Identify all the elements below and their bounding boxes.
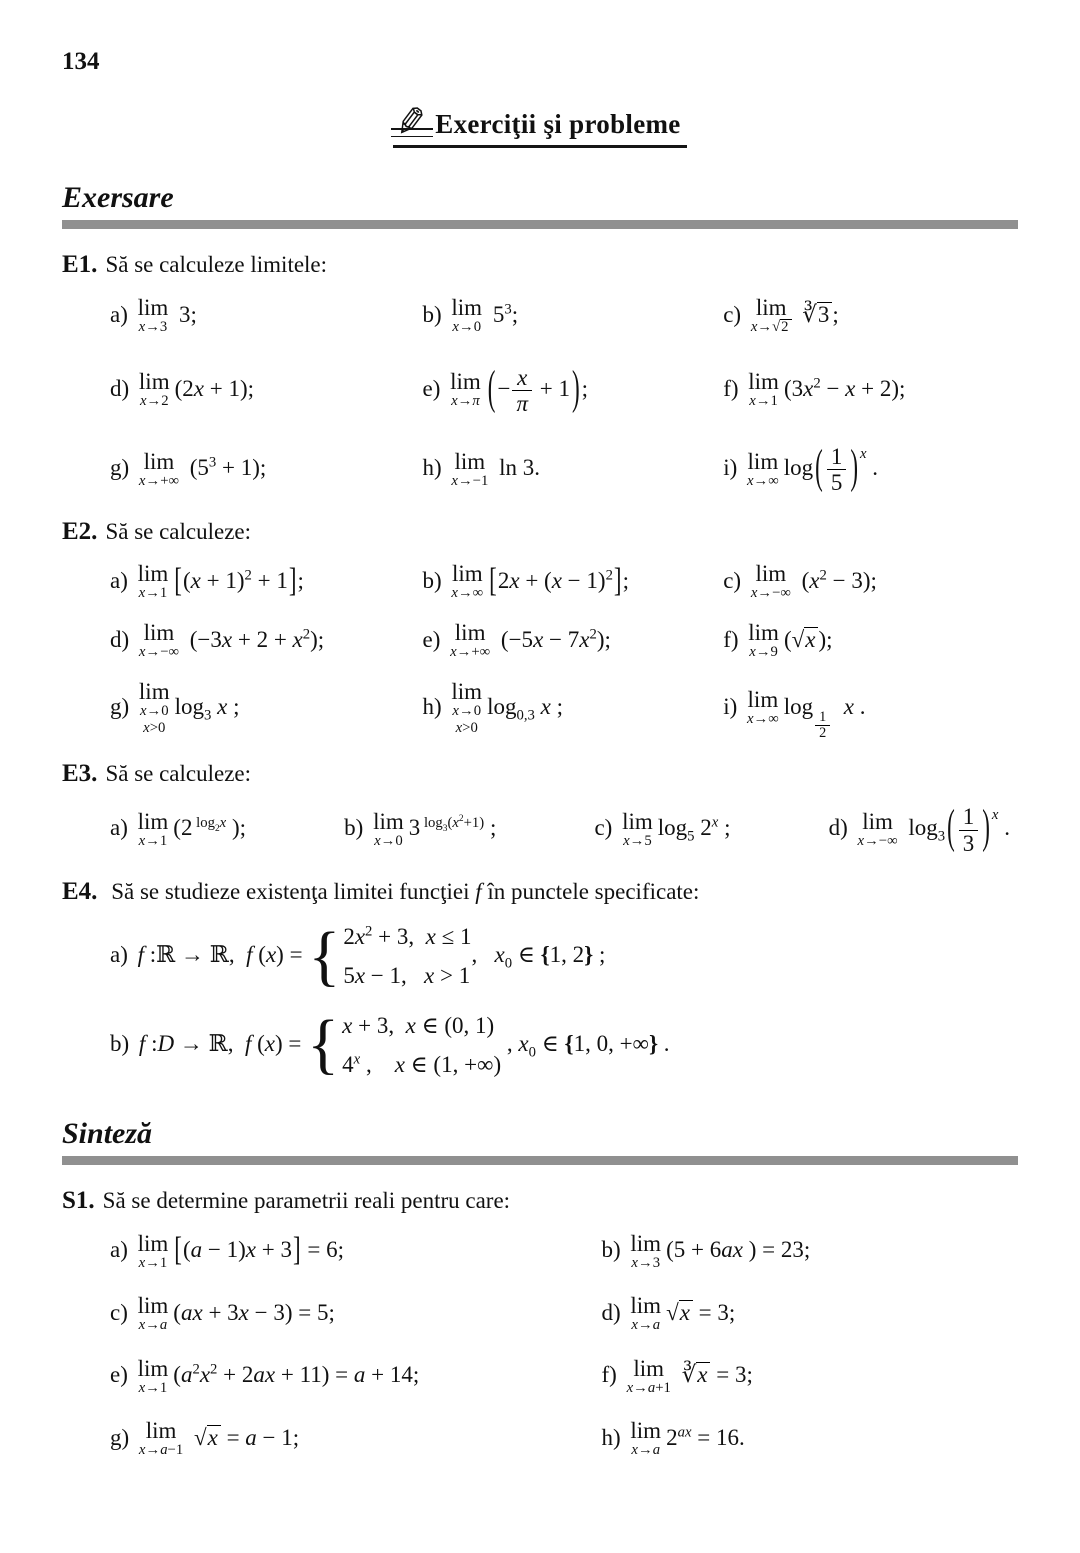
- exercise-item: [422, 450, 723, 491]
- item-label: i): [723, 455, 738, 481]
- item-math: lim x→1 $[(x + 1)^2 + 1]$;: [137, 561, 304, 602]
- item-label: b): [422, 567, 442, 593]
- item-label: f): [723, 375, 739, 401]
- exercise-head: [62, 516, 1018, 549]
- pencil-icon: [392, 97, 431, 146]
- item-math: lim x→0 x>0 $\log_3 x$ ;: [138, 678, 240, 737]
- exercise-e3: [62, 758, 1018, 856]
- exercise-item: [422, 296, 723, 337]
- exercise-item: [422, 361, 723, 417]
- item-math: lim x→−∞ $(-3x + 2 + x^2)$;: [138, 619, 325, 660]
- item-label: d): [601, 1299, 621, 1325]
- item-label: d): [110, 375, 130, 401]
- item-math: lim x→∞ $[2x + (x - 1)^2]$;: [451, 561, 629, 602]
- item-label: c): [594, 815, 613, 841]
- exercise-label: E2.: [62, 517, 98, 545]
- item-math: lim x→+∞ $(5^3 + 1)$;: [138, 448, 267, 489]
- item-math: lim x→0 x>0 $\log_{0,3} x$ ;: [451, 678, 563, 737]
- item-label: d): [828, 815, 848, 841]
- subsection-sinteza: [62, 1114, 1018, 1165]
- exercise-item: [110, 450, 422, 491]
- subsection-exersare: [62, 178, 1018, 229]
- exercise-label: S1.: [62, 1187, 95, 1215]
- exercise-item: [110, 621, 422, 662]
- chapter-header: [62, 97, 1018, 149]
- item-math: lim x→a (ax + 3x − 3) = 5;: [137, 1293, 335, 1334]
- exercise-items: [62, 561, 1018, 742]
- item-label: a): [110, 942, 128, 968]
- item-label: g): [110, 455, 130, 481]
- item-math: lim x→a $2^{ax} = 16$.: [630, 1418, 745, 1459]
- exercise-label: E1.: [62, 251, 98, 279]
- item-math: lim x→1 $(a^2x^2 + 2ax + 11) = a + 14$;: [137, 1355, 420, 1396]
- exercise-item: [110, 370, 422, 411]
- exercise-e2: [62, 516, 1018, 742]
- item-math: lim x→5 $\log_5 2^x$ ;: [622, 808, 731, 849]
- item-math: lim x→1 [(a − 1)x + 3] = 6;: [137, 1230, 345, 1271]
- item-label: b): [422, 301, 442, 327]
- exercise-item: [594, 810, 730, 851]
- item-math: lim x→−∞ $(x^2 - 3)$;: [750, 561, 877, 602]
- item-label: e): [422, 626, 441, 652]
- exercise-item: [110, 296, 422, 337]
- item-math: lim x→1 (2 $^{log_2x}$ );: [137, 808, 247, 849]
- chapter-title: Exerciţii şi probleme: [435, 109, 681, 140]
- exercise-item: [422, 680, 723, 738]
- item-math: lim x→2 (2x + 1);: [138, 369, 255, 410]
- item-label: f): [723, 626, 739, 652]
- exercise-items: [62, 1232, 1018, 1461]
- exercise-item: [344, 810, 496, 851]
- exercise-title: Să se calculeze:: [105, 518, 252, 544]
- item-math: lim x→∞ log $_{\frac{1}{2}}$ x .: [747, 687, 866, 742]
- exercise-items: [62, 801, 1018, 856]
- item-math: lim x→3 3;: [137, 294, 197, 335]
- chapter-title-wrap: [392, 97, 686, 149]
- exercise-item: [110, 1008, 1018, 1082]
- exercise-items: [62, 919, 1018, 1082]
- exercise-item: [723, 687, 1018, 742]
- item-math: lim x→0 3 $^{log_3(x^2+1)}$ ;: [373, 808, 497, 849]
- item-math: lim x→a+1 ∛x = 3;: [626, 1355, 753, 1396]
- exercise-item: [723, 621, 1018, 662]
- item-label: d): [110, 626, 130, 652]
- exercise-head: [62, 249, 1018, 282]
- exercise-item: [601, 1357, 1018, 1398]
- item-math: lim x→π (− $\frac{x}{\pi}$ + 1);: [450, 361, 589, 416]
- item-label: a): [110, 815, 128, 841]
- item-math: lim x→−1 ln 3.: [451, 448, 540, 489]
- exercise-title: Să se calculeze:: [105, 760, 252, 786]
- exercise-head: [62, 758, 1018, 791]
- item-label: a): [110, 301, 128, 327]
- item-label: f): [601, 1362, 617, 1388]
- exercise-item: [723, 296, 1018, 337]
- item-label: g): [110, 1425, 130, 1451]
- item-label: g): [110, 693, 130, 719]
- exercise-title: Să se studieze existenţa limitei funcţiei f în punctele specificate:: [111, 878, 700, 904]
- item-label: c): [110, 1299, 128, 1325]
- item-math: lim x→9 (√x );: [748, 619, 833, 660]
- exercise-head: [62, 1185, 1018, 1218]
- exercise-item: [601, 1294, 1018, 1335]
- item-math: lim x→√2 ∛3 ;: [750, 294, 839, 335]
- exercise-e4: [62, 876, 1018, 1080]
- exercise-e1: [62, 249, 1018, 495]
- exercise-item: [110, 810, 246, 851]
- exercise-s1: [62, 1185, 1018, 1460]
- exercise-item: [828, 801, 1010, 856]
- exercise-title: Să se determine parametrii reali pentru care:: [102, 1188, 511, 1214]
- item-math: f :ℝ → ℝ, f (x) = { $2x^2 + 3$, x ≤ 1 5x − 1, x > 1 , $x_0$ ∈ {1, 2} ;: [137, 919, 606, 993]
- item-math: lim x→a−1 √x = a − 1;: [138, 1418, 300, 1459]
- exercise-item: [110, 919, 1018, 993]
- item-math: lim x→1 $(3x^2 - x + 2)$;: [748, 369, 906, 410]
- item-math: f :D → ℝ, f (x) = { x + 3, x ∈ (0, 1) 4$^x$ , x ∈ (1, +∞) , $x_0$ ∈ {1, 0, +∞} .: [138, 1008, 670, 1082]
- item-label: b): [601, 1237, 621, 1263]
- exercise-item: [110, 1294, 601, 1335]
- exercise-item: [110, 1232, 601, 1273]
- item-math: lim x→+∞ $(-5x - 7x^2)$;: [450, 619, 611, 660]
- item-math: lim x→3 (5 + 6ax ) = 23;: [630, 1230, 811, 1271]
- exercise-label: E4.: [62, 877, 98, 905]
- pencil-glyph: ✎: [392, 97, 431, 146]
- item-label: h): [422, 693, 442, 719]
- subsection-heading: Exersare: [62, 181, 174, 215]
- item-math: lim x→∞ log( $\frac{1}{5}$ ) $^x$ .: [747, 440, 879, 496]
- item-label: a): [110, 1237, 128, 1263]
- item-label: a): [110, 567, 128, 593]
- exercise-item: [110, 1357, 601, 1398]
- exercise-items: [62, 296, 1018, 496]
- item-label: i): [723, 693, 738, 719]
- exercise-item: [110, 1419, 601, 1460]
- item-label: c): [723, 301, 742, 327]
- exercise-item: [110, 680, 422, 738]
- item-math: lim x→0 $5^3$;: [451, 294, 519, 335]
- exercise-item: [723, 440, 1018, 496]
- exercise-title: Să se calculeze limitele:: [105, 252, 328, 278]
- exercise-item: [601, 1232, 1018, 1273]
- item-label: b): [110, 1030, 130, 1056]
- exercise-item: [601, 1419, 1018, 1460]
- subsection-heading: Sinteză: [62, 1117, 153, 1151]
- item-label: e): [110, 1362, 128, 1388]
- item-label: c): [723, 567, 742, 593]
- item-label: h): [601, 1425, 621, 1451]
- exercise-item: [110, 562, 422, 603]
- exercise-item: [422, 621, 723, 662]
- item-math: lim x→−∞ $\log_3$( $\frac{1}{3}$ ) $^x$ .: [857, 801, 1010, 856]
- section-divider: [62, 1156, 1018, 1165]
- item-label: b): [344, 815, 364, 841]
- item-math: lim x→a √x = 3;: [630, 1293, 736, 1334]
- section-divider: [62, 220, 1018, 229]
- exercise-item: [723, 562, 1018, 603]
- item-label: h): [422, 455, 442, 481]
- item-label: e): [422, 375, 441, 401]
- exercise-item: [422, 562, 723, 603]
- exercise-label: E3.: [62, 759, 98, 787]
- page-number: 134: [62, 48, 100, 75]
- exercise-item: [723, 370, 1018, 411]
- exercise-head: [62, 876, 1018, 909]
